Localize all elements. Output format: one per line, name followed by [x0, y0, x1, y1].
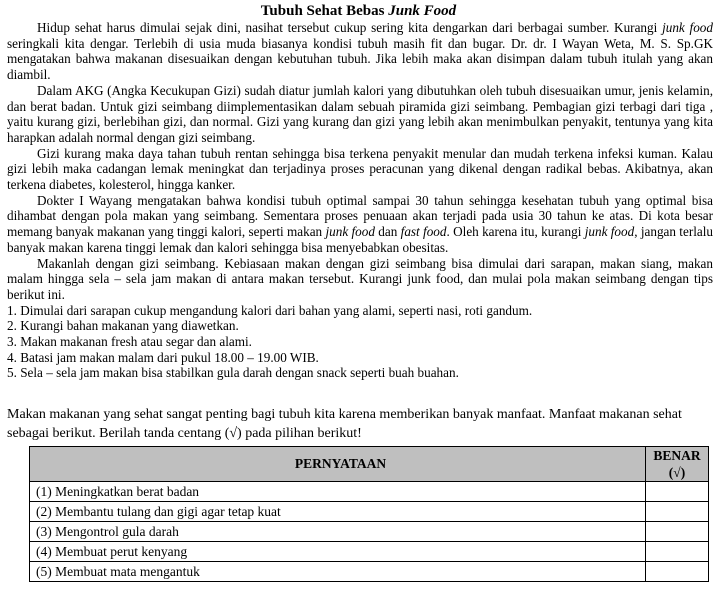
question-instruction: Makan makanan yang sehat sangat penting bagi tubuh kita karena memberikan banyak manfaat. Manfaat makanan sehat sebagai berikut. Berilah tanda centang (√) pada pilihan berikut! [7, 407, 682, 441]
tip-item: 2. Kurangi bahan makanan yang diawetkan. [7, 318, 239, 334]
statement-cell: (1) Meningkatkan berat badan [30, 482, 646, 502]
tip-item: 3. Makan makanan fresh atau segar dan alami. [7, 334, 252, 350]
statement-cell: (5) Membuat mata mengantuk [30, 562, 646, 582]
table-row [30, 502, 709, 522]
paragraph-5: Makanlah dengan gizi seimbang. Kebiasaan makan dengan gizi seimbang bisa dimulai dari sarapan, makan siang, makan malam hingga sela – sela jam makan di antara makan tersebut. Kurangi junk food, dan mulai pola makan seimbang dengan tips berikut ini. [7, 255, 713, 302]
tip-item: 4. Batasi jam makan malam dari pukul 18.00 – 19.00 WIB. [7, 349, 319, 365]
check-cell[interactable] [646, 482, 709, 502]
statement-cell: (2) Membantu tulang dan gigi agar tetap kuat [30, 502, 646, 522]
check-cell[interactable] [646, 562, 709, 582]
paragraph-4: Dokter I Wayang mengatakan bahwa kondisi tubuh optimal sampai 30 tahun sehingga kesehatan tubuh yang optimal bisa dihambat dengan pola makan yang seimbang. Sementara proses penuaan akan terjadi pada usia 30 tahun ke atas. Di kota besar memang banyak makanan yang tinggi kalori, seperti makan junk food dan fast food. Oleh karena itu, kurangi junk food, jangan terlalu banyak makan karena tinggi lemak dan kalori sehingga bisa menyebabkan obesitas. [7, 192, 713, 255]
statement-cell: (4) Membuat perut kenyang [30, 542, 646, 562]
tip-item: 1. Dimulai dari sarapan cukup mengandung kalori dari bahan yang alami, seperti nasi, roti gandum. [7, 302, 533, 318]
table-row [30, 482, 709, 502]
tips-list [7, 303, 713, 382]
check-cell[interactable] [646, 502, 709, 522]
answer-table [29, 446, 709, 582]
header-benar: BENAR (√) [646, 447, 709, 482]
paragraph-1: Hidup sehat harus dimulai sejak dini, nasihat tersebut cukup sering kita dengarkan dari berbagai sumber. Kurangi junk food seringkali kita dengar. Terlebih di usia muda biasanya kondisi tubuh masih fit dan bugar. Dr. dr. I Wayan Weta, M. S. Sp.GK mengatakan bahwa makanan disesuaikan dengan kebutuhan tubuh. Jika lebih maka akan disimpan dalam tubuh itulah yang akan diambil. [7, 20, 713, 83]
title-plain: Tubuh Sehat Bebas [260, 3, 389, 19]
tip-item: 5. Sela – sela jam makan bisa stabilkan gula darah dengan snack seperti buah buahan. [7, 365, 459, 381]
table-header-row [30, 447, 709, 482]
table-row [30, 542, 709, 562]
check-cell[interactable] [646, 542, 709, 562]
article-body [7, 20, 713, 381]
title-italic: Junk Food [388, 3, 457, 19]
paragraph-2: Dalam AKG (Angka Kecukupan Gizi) sudah diatur jumlah kalori yang dibutuhkan oleh tubuh disesuaikan umur, jenis kelamin, dan berat badan. Untuk gizi seimbang diimplementasikan dalam sebuah piramida gizi seimbang. Pembagian gizi terbagi dari tiga , yaitu kurang gizi, berlebihan gizi, dan normal. Gizi yang kurang dan gizi yang lebih akan menimbulkan penyakit, tentunya yang kita harapkan adalah normal dengan gizi seimbang. [7, 82, 713, 145]
table-row [30, 562, 709, 582]
check-cell[interactable] [646, 522, 709, 542]
paragraph-3: Gizi kurang maka daya tahan tubuh rentan sehingga bisa terkena penyakit menular dan mudah terkena infeksi kuman. Kalau gizi lebih maka cadangan lemak meningkat dan terjadinya proses peracunan yang dikenal dengan radikal bebas. Akibatnya, akan terkena diabetes, kolesterol, hingga kanker. [7, 145, 713, 193]
header-statement: PERNYATAAN [30, 447, 646, 482]
table-row [30, 522, 709, 542]
article-title [0, 2, 717, 20]
statement-cell: (3) Mengontrol gula darah [30, 522, 646, 542]
